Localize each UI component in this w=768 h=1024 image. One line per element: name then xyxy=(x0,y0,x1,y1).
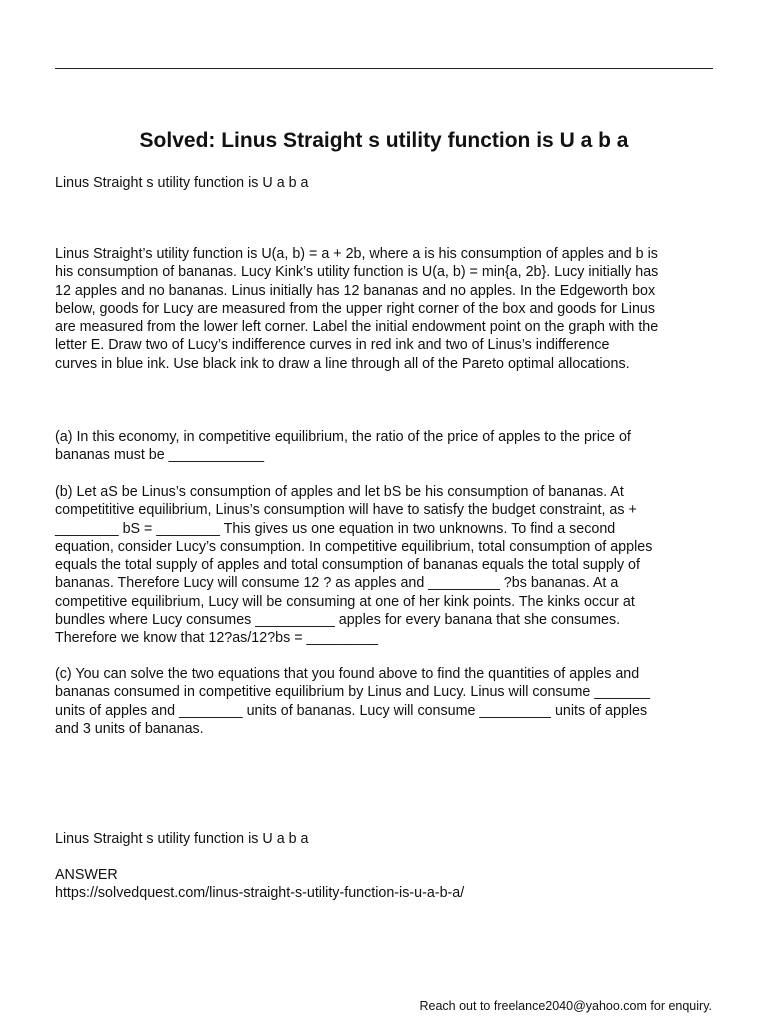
question-part-c: (c) You can solve the two equations that you found above to find the quantities of apples and bananas consumed in competitive equilibrium by Linus and Lucy. Linus will consume _______ units of apples and ________ units of bananas. Lucy will consume _________ units of apples and 3 units of bananas. xyxy=(55,666,650,737)
answer-link[interactable]: https://solvedquest.com/linus-straight-s-utility-function-is-u-a-b-a/ xyxy=(55,885,465,901)
answer-label: ANSWER xyxy=(55,867,118,883)
question-part-b: (b) Let aS be Linus’s consumption of apples and let bS be his consumption of bananas. At competititive equilibrium, Linus’s consumption will have to satisfy the budget constraint, as + ________ bS = ________ This gives us one equation in two unknowns. To find a second equation, consider Lucy’s consumption. In competitive equilibrium, total consumption of apples equals the total supply of apples and total consumption of bananas equals the total supply of bananas. Therefore Lucy will consume 12 ? as apples and _________ ?bs bananas. At a competitive equilibrium, Lucy will be consuming at one of her kink points. The kinks occur at bundles where Lucy consumes __________ apples for every banana that she consumes. Therefore we know that 12?as/12?bs = _________ xyxy=(55,484,653,647)
page-title: Solved: Linus Straight s utility function is U a b a xyxy=(139,129,629,152)
document-subtitle: Linus Straight s utility function is U a b a xyxy=(55,175,309,191)
footer-contact: Reach out to freelance2040@yahoo.com for enquiry. xyxy=(419,999,712,1013)
header-divider xyxy=(55,68,713,69)
question-part-a: (a) In this economy, in competitive equilibrium, the ratio of the price of apples to the price of bananas must be ____________ xyxy=(55,429,631,464)
problem-statement: Linus Straight’s utility function is U(a, b) = a + 2b, where a is his consumption of apples and b is his consumption of bananas. Lucy Kink’s utility function is U(a, b) = min{a, 2b}. Lucy initially has 12 apples and no bananas. Linus initially has 12 bananas and no apples. In the Edgeworth box below, goods for Lucy are measured from the upper right corner of the box and goods for Linus are measured from the lower left corner. Label the initial endowment point on the graph with the letter E. Draw two of Lucy’s indifference curves in red ink and two of Linus’s indifference curves in blue ink. Use black ink to draw a line through all of the Pareto optimal allocations. xyxy=(55,246,659,372)
repeated-title: Linus Straight s utility function is U a b a xyxy=(55,831,309,847)
